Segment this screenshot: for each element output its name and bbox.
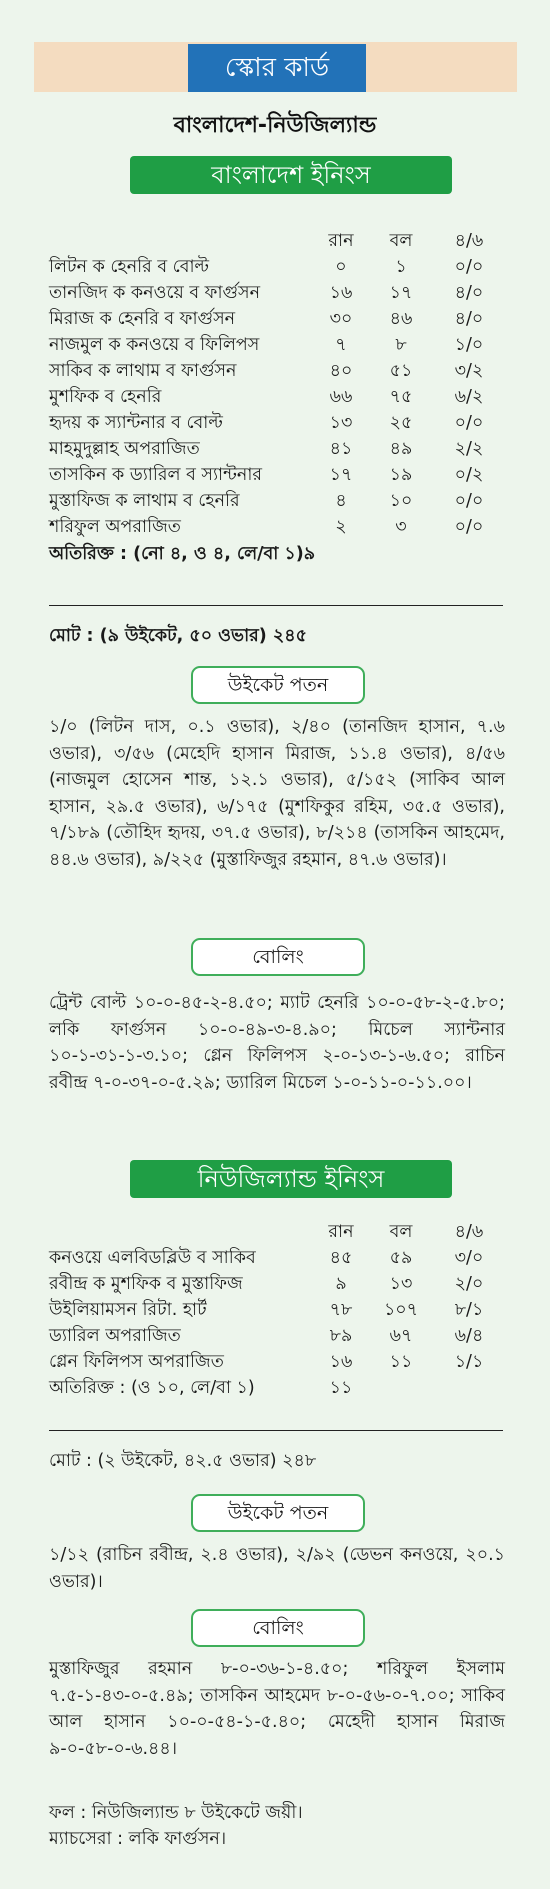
table-row (49, 1323, 519, 1349)
table-row (49, 1271, 519, 1297)
bd-innings-title: বাংলাদেশ ইনিংস (130, 156, 452, 194)
table-row (49, 410, 519, 436)
table-row (49, 1245, 519, 1271)
fours-sixes: ০/০ (454, 257, 484, 277)
col-runs: রান (328, 1222, 354, 1242)
fours-sixes: ৩/২ (454, 361, 484, 381)
runs: ১৬ (329, 1352, 353, 1372)
batter-name: নাজমুল ক কনওয়ে ব ফিলিপস (49, 335, 260, 355)
batter-name: মুস্তাফিজ ক লাথাম ব হেনরি (49, 491, 240, 511)
divider (49, 605, 503, 606)
fours-sixes: ১/০ (454, 335, 484, 355)
balls: ৮ (395, 335, 407, 355)
fours-sixes: ১/১ (454, 1352, 484, 1372)
nz-column-headers (49, 1219, 519, 1245)
table-row (49, 514, 519, 540)
fours-sixes: ৩/০ (454, 1248, 484, 1268)
table-row (49, 488, 519, 514)
runs: ১৬ (329, 283, 353, 303)
runs: ১৩ (329, 413, 353, 433)
batter-name: মাহমুদুল্লাহ অপরাজিত (49, 439, 200, 459)
batter-name: উইলিয়ামসন রিটা. হার্ট (49, 1300, 207, 1320)
divider (49, 1430, 503, 1431)
nz-extras-value: ১১ (329, 1378, 353, 1398)
balls: ১ (395, 257, 407, 277)
balls: ১৯ (389, 465, 413, 485)
runs: ৪৫ (329, 1248, 353, 1268)
fours-sixes: ৮/১ (454, 1300, 484, 1320)
batter-name: তাসকিন ক ড্যারিল ব স্যান্টনার (49, 465, 263, 485)
fours-sixes: ২/০ (454, 1274, 484, 1294)
table-row (49, 254, 519, 280)
table-row (49, 306, 519, 332)
scorecard-title: স্কোর কার্ড (188, 44, 366, 92)
col-balls: বল (389, 1222, 413, 1242)
balls: ১০৭ (383, 1300, 419, 1320)
runs: ০ (335, 257, 347, 277)
bd-fow-text: ১/০ (লিটন দাস, ০.১ ওভার), ২/৪০ (তানজিদ হাসান, ৭.৬ ওভার), ৩/৫৬ (মেহেদি হাসান মিরাজ, ১১.৪ ওভার), ৪/৫৬ (নাজমুল হোসেন শান্ত, ১২.১ ওভার), ৫/১৫২ (সাকিব আল হাসান, ২৯.৫ ওভার), ৬/১৭৫ (মুশফিকুর রহিম, ৩৫.৫ ওভার), ৭/১৮৯ (তৌহিদ হৃদয়, ৩৭.৫ ওভার), ৮/২১৪ (তাসকিন আহমেদ, ৪৪.৬ ওভার), ৯/২২৫ (মুস্তাফিজুর রহমান, ৪৭.৬ ওভার)। (49, 717, 505, 870)
fours-sixes: ০/০ (454, 491, 484, 511)
runs: ৯ (335, 1274, 347, 1294)
runs: ১৭ (329, 465, 353, 485)
runs: ৩০ (329, 309, 353, 329)
batter-name: কনওয়ে এলবিডব্লিউ ব সাকিব (49, 1248, 256, 1268)
batter-name: গ্লেন ফিলিপস অপরাজিত (49, 1352, 224, 1372)
batter-name: রবীন্দ্র ক মুশফিক ব মুস্তাফিজ (49, 1274, 243, 1294)
bd-extras: অতিরিক্ত : (নো ৪, ও ৪, লে/বা ১)৯ (49, 544, 316, 564)
fours-sixes: ৬/৪ (454, 1326, 484, 1346)
batter-name: তানজিদ ক কনওয়ে ব ফার্গুসন (49, 283, 261, 303)
bd-total: মোট : (৯ উইকেট, ৫০ ওভার) ২৪৫ (49, 626, 307, 646)
runs: ৪০ (329, 361, 353, 381)
col-fours-sixes: ৪/৬ (454, 231, 484, 251)
balls: ৪৯ (389, 439, 413, 459)
runs: ৬৬ (329, 387, 353, 407)
table-row (49, 1375, 519, 1401)
col-runs: রান (328, 231, 354, 251)
nz-bowling-heading: বোলিং (191, 1609, 365, 1647)
table-row (49, 358, 519, 384)
balls: ৭৫ (389, 387, 413, 407)
batter-name: শরিফুল অপরাজিত (49, 517, 181, 537)
fours-sixes: ৬/২ (454, 387, 484, 407)
fours-sixes: ২/২ (454, 439, 484, 459)
runs: ৭৮ (329, 1300, 353, 1320)
batter-name: সাকিব ক লাথাম ব ফার্গুসন (49, 361, 237, 381)
balls: ১১ (389, 1352, 413, 1372)
nz-fow-heading: উইকেট পতন (191, 1494, 365, 1532)
fours-sixes: ৪/০ (454, 283, 484, 303)
col-balls: বল (389, 231, 413, 251)
nz-fow-text: ১/১২ (রাচিন রবীন্দ্র, ২.৪ ওভার), ২/৯২ (ডেভন কনওয়ে, ২০.১ ওভার)। (49, 1545, 505, 1592)
nz-total: মোট : (২ উইকেট, ৪২.৫ ওভার) ২৪৮ (49, 1451, 317, 1471)
fours-sixes: ০/০ (454, 413, 484, 433)
balls: ৪৬ (389, 309, 413, 329)
table-row (49, 1297, 519, 1323)
match-title: বাংলাদেশ-নিউজিল্যান্ড (173, 113, 377, 138)
balls: ৫৯ (389, 1248, 413, 1268)
balls: ১৭ (389, 283, 413, 303)
batter-name: মিরাজ ক হেনরি ব ফার্গুসন (49, 309, 236, 329)
fours-sixes: ৪/০ (454, 309, 484, 329)
bd-bowling-text: ট্রেন্ট বোল্ট ১০-০-৪৫-২-৪.৫০; ম্যাট হেনরি ১০-০-৫৮-২-৫.৮০; লকি ফার্গুসন ১০-০-৪৯-৩-৪.৯০; মিচেল স্যান্টনার ১০-১-৩১-১-৩.১০; গ্লেন ফিলিপস ২-০-১৩-১-৬.৫০; রাচিন রবীন্দ্র ৭-০-৩৭-০-৫.২৯; ড্যারিল মিচেল ১-০-১১-০-১১.০০। (49, 993, 505, 1093)
nz-bowling-text: মুস্তাফিজুর রহমান ৮-০-৩৬-১-৪.৫০; শরিফুল ইসলাম ৭.৫-১-৪৩-০-৫.৪৯; তাসকিন আহমেদ ৮-০-৫৬-০-৭.০০; সাকিব আল হাসান ১০-০-৫৪-১-৫.৪০; মেহেদী হাসান মিরাজ ৯-০-৫৮-০-৬.৪৪। (49, 1659, 505, 1759)
runs: ৭ (335, 335, 347, 355)
nz-extras-label: অতিরিক্ত : (ও ১০, লে/বা ১) (49, 1378, 255, 1398)
col-fours-sixes: ৪/৬ (454, 1222, 484, 1242)
balls: ১০ (389, 491, 413, 511)
balls: ১৩ (389, 1274, 413, 1294)
table-row (49, 436, 519, 462)
nz-innings-title: নিউজিল্যান্ড ইনিংস (130, 1160, 452, 1198)
runs: ৪ (335, 491, 347, 511)
match-result: ফল : নিউজিল্যান্ড ৮ উইকেটে জয়ী। (49, 1803, 303, 1823)
table-row (49, 280, 519, 306)
player-of-match: ম্যাচসেরা : লকি ফার্গুসন। (49, 1829, 227, 1849)
batter-name: হৃদয় ক স্যান্টনার ব বোল্ট (49, 413, 223, 433)
bd-fow-heading: উইকেট পতন (191, 666, 365, 704)
bd-bowling-heading: বোলিং (191, 938, 365, 976)
runs: ৪১ (329, 439, 353, 459)
table-row (49, 1349, 519, 1375)
fours-sixes: ০/০ (454, 517, 484, 537)
runs: ২ (335, 517, 347, 537)
batter-name: ড্যারিল অপরাজিত (49, 1326, 181, 1346)
table-row (49, 384, 519, 410)
balls: ২৫ (389, 413, 413, 433)
batter-name: লিটন ক হেনরি ব বোল্ট (49, 257, 210, 277)
batter-name: মুশফিক ব হেনরি (49, 387, 162, 407)
bd-column-headers (49, 228, 519, 254)
balls: ৫১ (389, 361, 413, 381)
table-row (49, 332, 519, 358)
balls: ৬৭ (389, 1326, 413, 1346)
fours-sixes: ০/২ (454, 465, 484, 485)
table-row (49, 462, 519, 488)
balls: ৩ (395, 517, 407, 537)
runs: ৮৯ (329, 1326, 353, 1346)
